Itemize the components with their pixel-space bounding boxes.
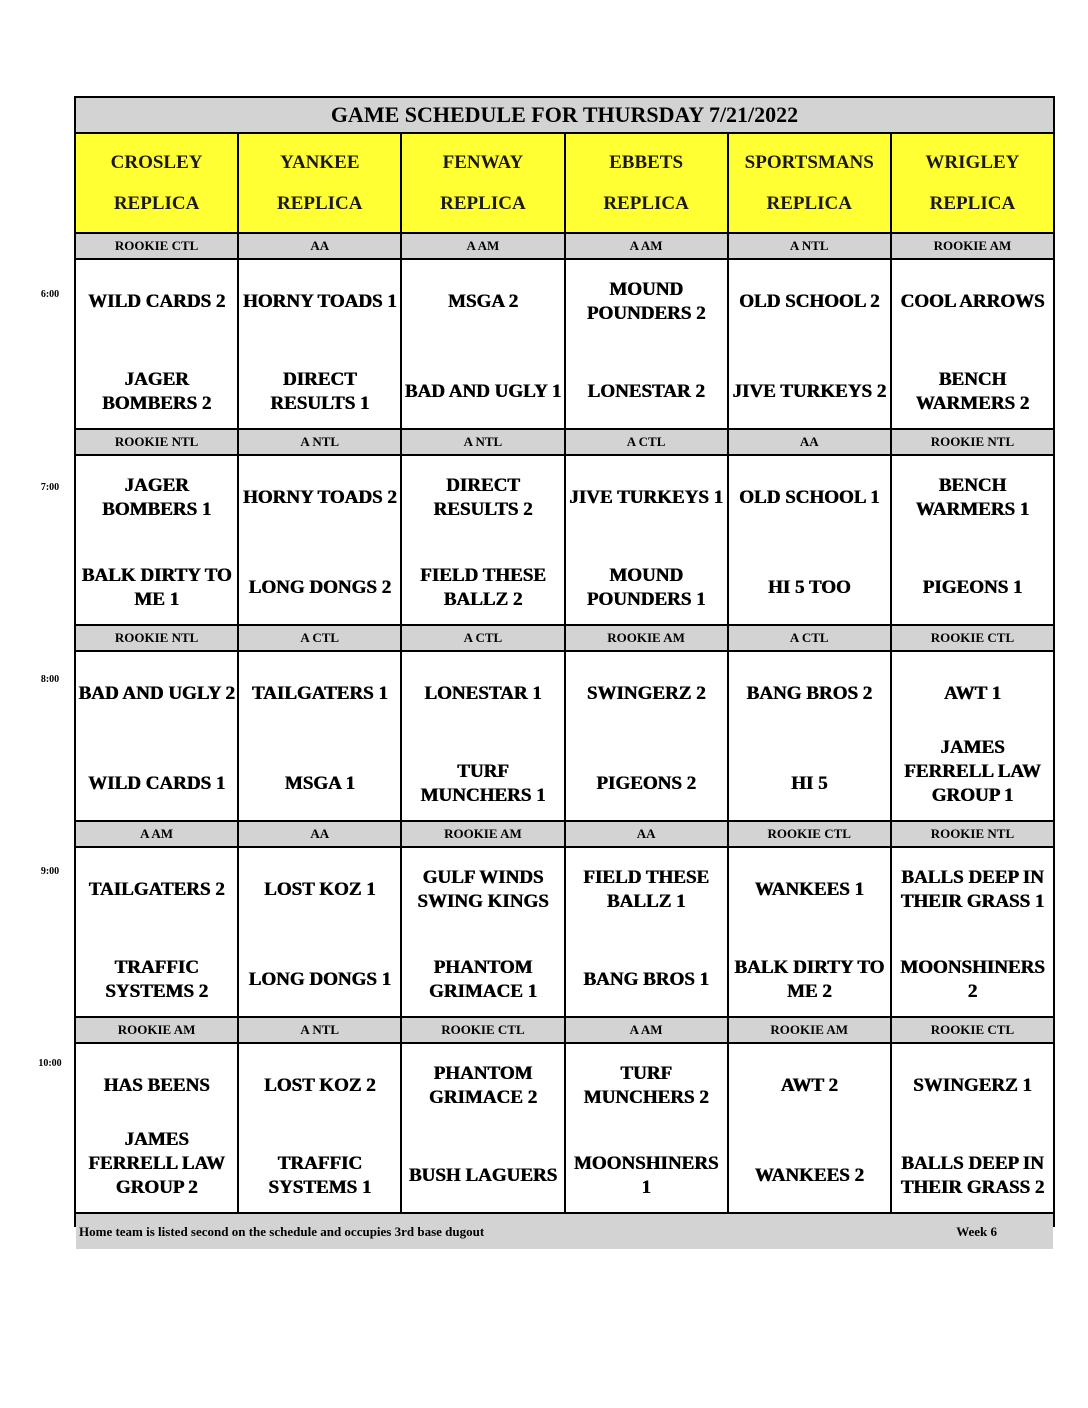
home-team: JAMES FERRELL LAW GROUP 2	[88, 1129, 225, 1198]
away-team: OLD SCHOOL 1	[739, 487, 880, 508]
division-label: A CTL	[239, 626, 400, 650]
home-team: JAMES FERRELL LAW GROUP 1	[904, 737, 1041, 806]
footer-bar	[76, 1214, 1053, 1249]
division-label: A CTL	[402, 626, 563, 650]
game-cell	[76, 652, 237, 820]
away-team: SWINGERZ 1	[913, 1075, 1032, 1096]
away-team: SWINGERZ 2	[586, 683, 706, 704]
home-team: TRAFFIC SYSTEMS 1	[268, 1153, 372, 1198]
home-team: JAGER BOMBERS 2	[101, 369, 212, 414]
away-team: BANG BROS 2	[746, 683, 873, 704]
away-team: HORNY TOADS 1	[242, 291, 397, 312]
game-cell	[566, 456, 727, 624]
away-team: DIRECT RESULTS 2	[433, 475, 533, 520]
away-team: WANKEES 1	[754, 879, 864, 900]
home-team: PIGEONS 2	[596, 773, 696, 794]
game-cell	[239, 848, 400, 1016]
away-team: MSGA 2	[447, 291, 519, 312]
home-team: HI 5	[791, 773, 828, 794]
away-team: BAD AND UGLY 2	[78, 683, 235, 704]
game-cell	[729, 456, 890, 624]
field-sub: REPLICA	[276, 192, 363, 214]
home-team: WILD CARDS 1	[87, 773, 226, 794]
division-label: A AM	[566, 1018, 727, 1042]
division-label: ROOKIE CTL	[892, 626, 1053, 650]
home-team: TRAFFIC SYSTEMS 2	[105, 957, 209, 1002]
schedule-title: GAME SCHEDULE FOR THURSDAY 7/21/2022	[76, 98, 1053, 132]
game-cell	[76, 848, 237, 1016]
division-label: AA	[239, 822, 400, 846]
time-label: 9:00	[40, 866, 60, 877]
division-label: A NTL	[729, 234, 890, 258]
home-team: BALLS DEEP IN THEIR GRASS 2	[900, 1153, 1045, 1198]
away-team: HORNY TOADS 2	[242, 487, 397, 508]
game-cell	[402, 848, 563, 1016]
footer-note: Home team is listed second on the schedule and occupies 3rd base dugout	[79, 1223, 485, 1239]
game-cell	[729, 848, 890, 1016]
game-cell	[892, 260, 1053, 428]
home-team: HI 5 TOO	[767, 577, 851, 598]
home-team: BAD AND UGLY 1	[404, 381, 562, 402]
home-team: BENCH WARMERS 2	[915, 369, 1030, 414]
game-cell	[402, 260, 563, 428]
game-cell	[892, 848, 1053, 1016]
home-team: LONESTAR 2	[587, 381, 705, 402]
game-cell	[402, 456, 563, 624]
division-label: ROOKIE NTL	[76, 626, 237, 650]
home-team: BALK DIRTY TO ME 2	[734, 957, 885, 1002]
home-team: FIELD THESE BALLZ 2	[419, 565, 546, 610]
home-team: MOUND POUNDERS 1	[586, 565, 706, 610]
division-label: ROOKIE AM	[76, 1018, 237, 1042]
home-team: TURF MUNCHERS 1	[420, 761, 546, 806]
home-team: BUSH LAGUERS	[408, 1165, 558, 1186]
field-name: YANKEE	[279, 151, 360, 173]
week-label: Week 6	[956, 1223, 997, 1239]
game-cell	[566, 848, 727, 1016]
game-cell	[76, 260, 237, 428]
field-header-fenway	[402, 134, 563, 232]
away-team: JAGER BOMBERS 1	[101, 475, 212, 520]
home-team: DIRECT RESULTS 1	[270, 369, 370, 414]
division-label: AA	[239, 234, 400, 258]
division-label: AA	[566, 822, 727, 846]
home-team: LONG DONGS 2	[248, 577, 391, 598]
division-label: AA	[729, 430, 890, 454]
field-sub: REPLICA	[603, 192, 689, 214]
away-team: OLD SCHOOL 2	[739, 291, 880, 312]
game-cell	[402, 1044, 563, 1212]
field-name: FENWAY	[442, 151, 524, 173]
time-label: 6:00	[40, 289, 60, 300]
game-cell	[76, 1044, 237, 1212]
field-name: CROSLEY	[110, 151, 203, 173]
field-sub: REPLICA	[113, 192, 200, 214]
division-label: ROOKIE CTL	[76, 234, 237, 258]
game-cell	[729, 260, 890, 428]
division-label: ROOKIE AM	[729, 1018, 890, 1042]
division-label: ROOKIE AM	[402, 822, 563, 846]
away-team: BENCH WARMERS 1	[915, 475, 1030, 520]
game-cell	[729, 652, 890, 820]
division-label: A NTL	[239, 1018, 400, 1042]
field-header-sportsmans	[729, 134, 890, 232]
game-cell	[892, 456, 1053, 624]
home-team: WANKEES 2	[754, 1165, 864, 1186]
division-label: A CTL	[729, 626, 890, 650]
game-cell	[566, 652, 727, 820]
game-cell	[566, 1044, 727, 1212]
game-cell	[239, 260, 400, 428]
home-team: BANG BROS 1	[583, 969, 709, 990]
field-sub: REPLICA	[766, 192, 852, 214]
home-team: JIVE TURKEYS 2	[732, 381, 887, 402]
division-label: ROOKIE NTL	[76, 430, 237, 454]
away-team: AWT 2	[780, 1075, 838, 1096]
away-team: PHANTOM GRIMACE 2	[428, 1063, 538, 1108]
game-cell	[892, 652, 1053, 820]
home-team: PIGEONS 1	[922, 577, 1023, 598]
time-label: 10:00	[38, 1058, 62, 1069]
field-sub: REPLICA	[440, 192, 526, 214]
field-header-wrigley	[892, 134, 1053, 232]
away-team: GULF WINDS SWING KINGS	[417, 867, 549, 912]
away-team: TAILGATERS 2	[88, 879, 225, 900]
game-cell	[239, 456, 400, 624]
away-team: JIVE TURKEYS 1	[569, 487, 723, 508]
away-team: BALLS DEEP IN THEIR GRASS 1	[900, 867, 1045, 912]
field-header-crosley	[76, 134, 237, 232]
home-team: PHANTOM GRIMACE 1	[428, 957, 538, 1002]
division-label: A AM	[402, 234, 563, 258]
division-label: ROOKIE AM	[566, 626, 727, 650]
division-label: A NTL	[402, 430, 563, 454]
game-cell	[402, 652, 563, 820]
away-team: AWT 1	[943, 683, 1002, 704]
away-team: WILD CARDS 2	[87, 291, 226, 312]
division-label: A AM	[566, 234, 727, 258]
game-cell	[239, 652, 400, 820]
division-label: A NTL	[239, 430, 400, 454]
field-name: EBBETS	[609, 151, 684, 173]
away-team: FIELD THESE BALLZ 1	[583, 867, 709, 912]
field-name: SPORTSMANS	[744, 151, 874, 173]
home-team: MSGA 1	[284, 773, 355, 794]
field-header-ebbets	[566, 134, 727, 232]
away-team: TURF MUNCHERS 2	[583, 1063, 709, 1108]
time-label: 8:00	[40, 674, 60, 685]
schedule-grid	[74, 96, 1055, 1239]
division-label: ROOKIE CTL	[729, 822, 890, 846]
field-header-yankee	[239, 134, 400, 232]
division-label: ROOKIE CTL	[402, 1018, 563, 1042]
away-team: LONESTAR 1	[424, 683, 542, 704]
division-label: ROOKIE NTL	[892, 430, 1053, 454]
game-cell	[239, 1044, 400, 1212]
home-team: MOONSHINERS 2	[900, 957, 1045, 1002]
division-label: ROOKIE NTL	[892, 822, 1053, 846]
away-team: TAILGATERS 1	[251, 683, 388, 704]
field-name: WRIGLEY	[925, 151, 1020, 173]
division-label: ROOKIE AM	[892, 234, 1053, 258]
division-label: A CTL	[566, 430, 727, 454]
away-team: COOL ARROWS	[900, 291, 1045, 312]
game-cell	[892, 1044, 1053, 1212]
game-cell	[76, 456, 237, 624]
away-team: HAS BEENS	[103, 1075, 210, 1096]
home-team: BALK DIRTY TO ME 1	[81, 565, 232, 610]
home-team: MOONSHINERS 1	[573, 1153, 719, 1198]
away-team: MOUND POUNDERS 2	[586, 279, 706, 324]
away-team: LOST KOZ 2	[263, 1075, 376, 1096]
home-team: LONG DONGS 1	[248, 969, 391, 990]
game-cell	[566, 260, 727, 428]
game-cell	[729, 1044, 890, 1212]
field-sub: REPLICA	[929, 192, 1016, 214]
away-team: LOST KOZ 1	[263, 879, 376, 900]
division-label: A AM	[76, 822, 237, 846]
time-label: 7:00	[40, 482, 60, 493]
division-label: ROOKIE CTL	[892, 1018, 1053, 1042]
